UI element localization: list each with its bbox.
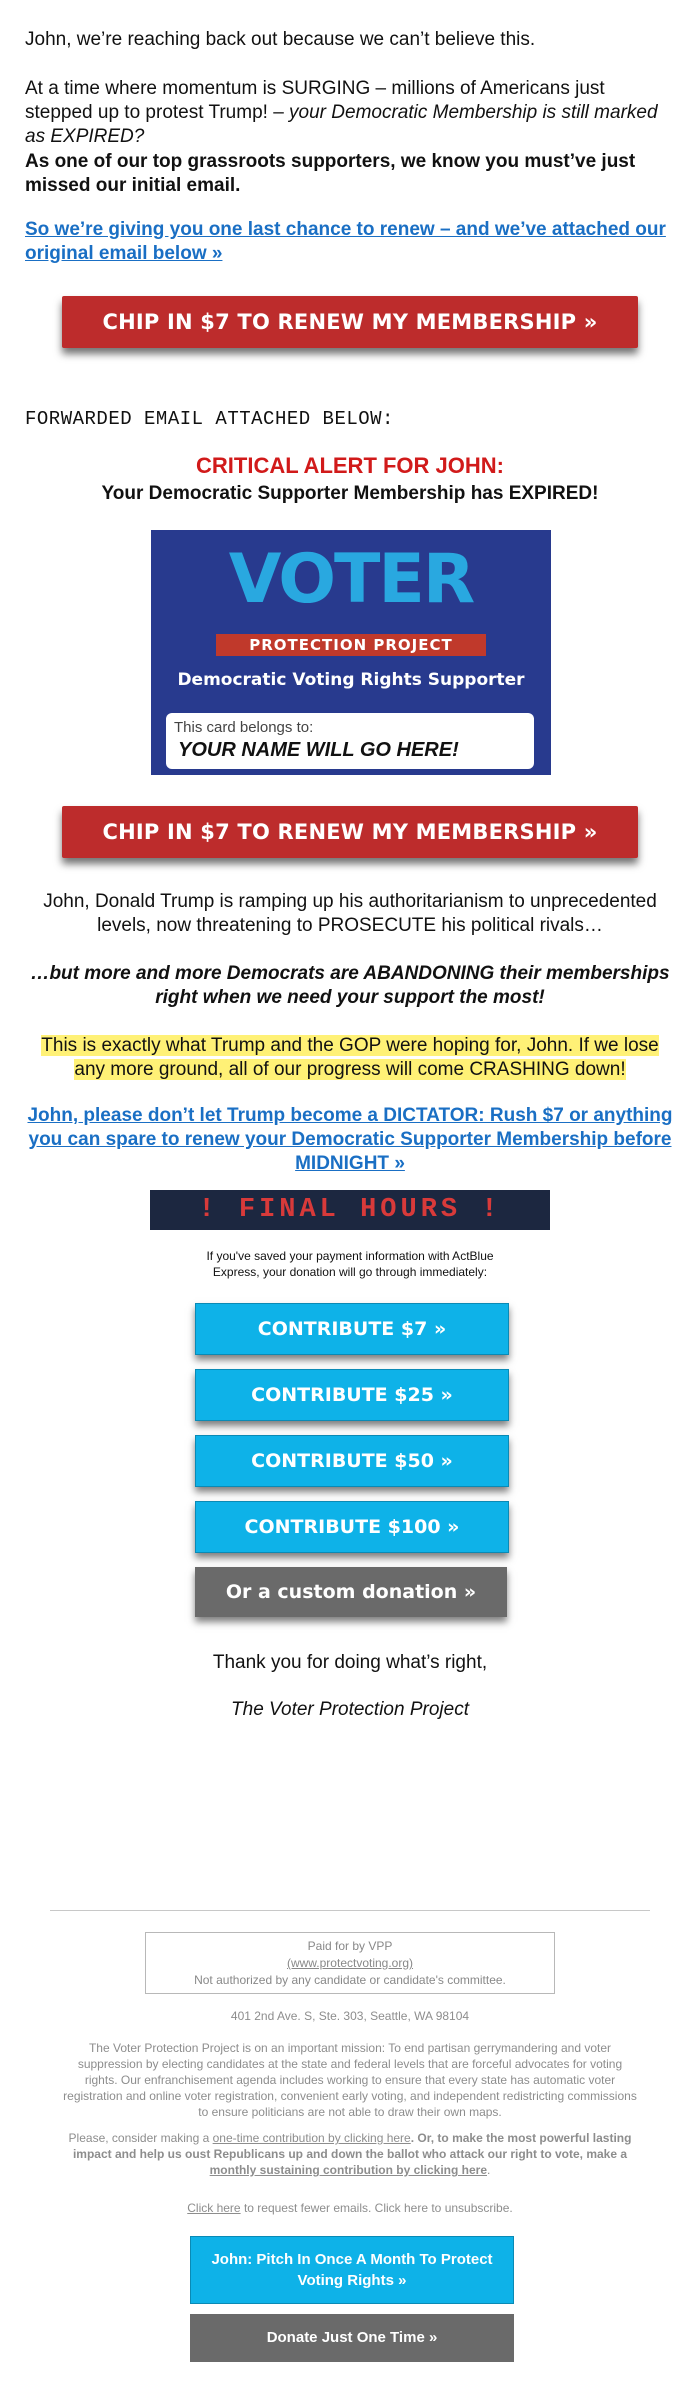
card-name-placeholder: YOUR NAME WILL GO HERE!: [178, 739, 459, 761]
abandoning-paragraph: …but more and more Democrats are ABANDONING their memberships right when we need your support the most!: [30, 963, 670, 1008]
contribute-25-button[interactable]: CONTRIBUTE $25 »: [195, 1369, 509, 1421]
crashing-paragraph: [0, 1034, 700, 1082]
final-hours-banner: ! FINAL HOURS !: [150, 1190, 550, 1230]
fewer-emails-text: to request fewer emails. Click here to unsubscribe.: [240, 2201, 513, 2215]
mission-statement: The Voter Protection Project is on an important mission: To end partisan gerrymandering and voter suppression by electing candidates at the state and federal levels that are forceful advocates for voting rights. Our enfranchisement agenda includes working to ensure that every state has automatic voter registration and online voter registration, convenient early voting, and independent redistricting commissions to ensure politicians are not able to draw their own maps.: [63, 2041, 637, 2119]
consider-start: Please, consider making a: [68, 2131, 213, 2145]
trump-paragraph: John, Donald Trump is ramping up his authoritarianism to unprecedented levels, now threatening to PROSECUTE his political rivals…: [43, 891, 657, 936]
paid-for-box: [145, 1932, 555, 1994]
momentum-text: At a time where momentum is SURGING – millions of Americans just stepped up to protest Trump! –: [25, 78, 605, 123]
footer-address: 401 2nd Ave. S, Ste. 303, Seattle, WA 98104: [230, 2009, 470, 2023]
fewer-emails-link[interactable]: Click here: [187, 2201, 241, 2215]
consider-bold: . Or, to make the most powerful lasting impact and help us oust Republicans up and down the ballot who attack our right to vote, make a: [72, 2131, 632, 2161]
thanks-line: Thank you for doing what’s right,: [212, 1652, 488, 1673]
consider-contribution-paragraph: [60, 2130, 640, 2178]
renew-link-paragraph: [25, 218, 675, 266]
one-time-donation-button[interactable]: Donate Just One Time »: [190, 2314, 514, 2362]
membership-card-image[interactable]: [151, 530, 551, 775]
monthly-donation-button[interactable]: John: Pitch In Once A Month To Protect Voting Rights »: [190, 2236, 514, 2304]
critical-alert-title: CRITICAL ALERT FOR JOHN:: [196, 453, 504, 478]
expired-question: your Democratic Membership is still marked as EXPIRED?: [25, 102, 658, 147]
website-link[interactable]: (www.protectvoting.org): [286, 1956, 414, 1970]
voter-logo-text: VOTER: [228, 540, 474, 619]
monthly-link[interactable]: monthly sustaining contribution by clicking here: [209, 2163, 487, 2177]
actblue-note: If you've saved your payment information with ActBlue Express, your donation will go through immediately:: [206, 1249, 494, 1279]
contribute-100-button[interactable]: CONTRIBUTE $100 »: [195, 1501, 509, 1553]
not-authorized-text: Not authorized by any candidate or candidate's committee.: [194, 1973, 506, 1987]
one-time-link[interactable]: one-time contribution by clicking here: [212, 2131, 411, 2145]
chip-in-renew-button-top[interactable]: CHIP IN $7 TO RENEW MY MEMBERSHIP »: [62, 296, 638, 348]
chip-in-renew-button-mid[interactable]: CHIP IN $7 TO RENEW MY MEMBERSHIP »: [62, 806, 638, 858]
momentum-paragraph: [25, 77, 675, 149]
footer-divider: [50, 1910, 650, 1911]
contribute-50-button[interactable]: CONTRIBUTE $50 »: [195, 1435, 509, 1487]
greeting: John, we’re reaching back out because we can’t believe this.: [25, 29, 536, 50]
card-name-box: [166, 713, 534, 769]
card-belongs-label: This card belongs to:: [174, 719, 314, 736]
consider-end: .: [487, 2163, 491, 2177]
contribute-7-button[interactable]: CONTRIBUTE $7 »: [195, 1303, 509, 1355]
paid-for-text: Paid for by VPP: [307, 1939, 393, 1953]
dictator-link-paragraph: [0, 1104, 700, 1176]
protection-project-banner: PROTECTION PROJECT: [216, 634, 486, 656]
unsubscribe-paragraph: [60, 2200, 640, 2216]
missed-email-line: As one of our top grassroots supporters, we know you must’ve just missed our initial email.: [25, 151, 636, 196]
renew-link[interactable]: So we’re giving you one last chance to renew – and we’ve attached our original email below »: [25, 219, 666, 264]
signoff-org: The Voter Protection Project: [231, 1699, 469, 1720]
forwarded-label: FORWARDED EMAIL ATTACHED BELOW:: [25, 408, 394, 430]
highlighted-text: This is exactly what Trump and the GOP were hoping for, John. If we lose any more ground, all of our progress will come CRASHING down!: [41, 1035, 659, 1080]
expired-subtitle: Your Democratic Supporter Membership has EXPIRED!: [101, 483, 599, 504]
rush-seven-link[interactable]: John, please don’t let Trump become a DICTATOR: Rush $7 or anything you can spare to renew your Democratic Supporter Membership before MIDNIGHT »: [27, 1105, 673, 1174]
card-tagline: Democratic Voting Rights Supporter: [177, 670, 525, 690]
custom-donation-button[interactable]: Or a custom donation »: [195, 1567, 507, 1617]
